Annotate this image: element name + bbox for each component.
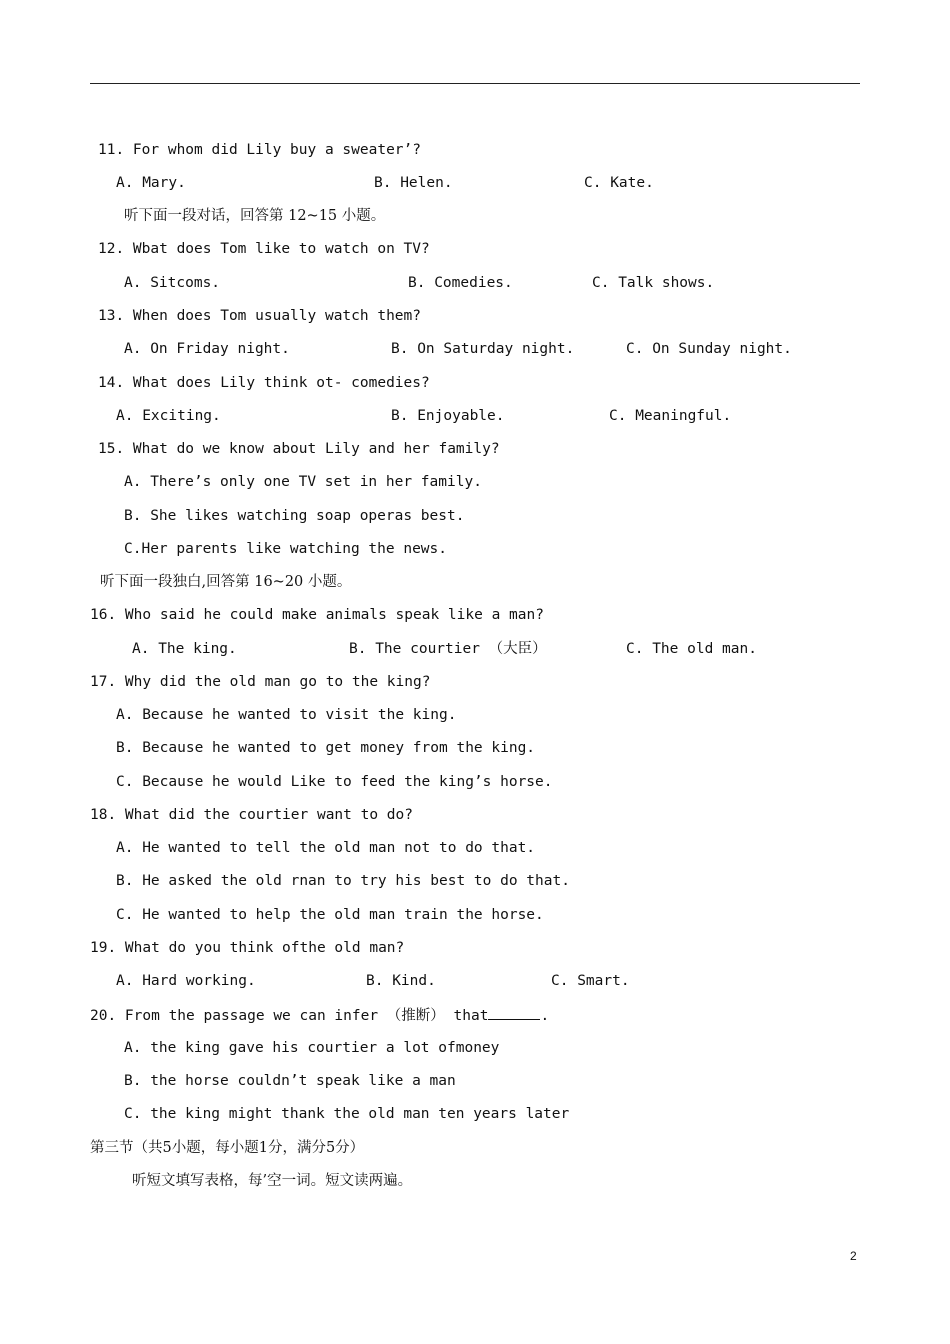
q12-option-a: A. Sitcoms. [124,275,221,291]
q19-option-a: A. Hard working. [116,973,256,989]
q20-option-c: C. the king might thank the old man ten years later [124,1106,570,1122]
question-14: 14. What does Lily think ot- comedies? [98,375,430,391]
q15-option-a: A. There’s only one TV set in her family. [124,474,482,490]
q17-option-c: C. Because he would Like to feed the king’s horse. [116,774,553,790]
q16-option-c: C. The old man. [626,641,757,657]
section-3-heading: 第三节（共5小题，每小题1分，满分5分） [90,1140,365,1156]
q14-option-b: B. Enjoyable. [391,408,505,424]
question-18: 18. What did the courtier want to do? [90,807,414,823]
q15-option-b: B. She likes watching soap operas best. [124,508,465,524]
question-12: 12. Wbat does Tom like to watch on TV? [98,241,430,257]
q11-option-b: B. Helen. [374,175,453,191]
q13-option-c: C. On Sunday night. [626,341,792,357]
q18-option-b: B. He asked the old rnan to try his best to do that. [116,873,570,889]
q20-period: . [540,1008,550,1024]
question-11: 11. For whom did Lily buy a sweater’? [98,142,422,158]
question-19: 19. What do you think ofthe old man? [90,940,405,956]
q16-option-a: A. The king. [132,641,237,657]
q13-option-b: B. On Saturday night. [391,341,575,357]
q12-option-b: B. Comedies. [408,275,513,291]
section-3-instruction: 听短文填写表格，每’空一词。短文读两遍。 [132,1173,413,1189]
q18-option-a: A. He wanted to tell the old man not to do that. [116,840,536,856]
q14-option-c: C. Meaningful. [609,408,732,424]
q20-text: 20. From the passage we can infer （推断） that [90,1008,489,1024]
q18-option-c: C. He wanted to help the old man train the horse. [116,907,544,923]
q17-option-a: A. Because he wanted to visit the king. [116,707,457,723]
question-13: 13. When does Tom usually watch them? [98,308,422,324]
answer-blank [488,1006,540,1020]
q16-option-b: B. The courtier （大臣） [349,641,547,657]
q17-option-b: B. Because he wanted to get money from the king. [116,740,536,756]
q15-option-c: C.Her parents like watching the news. [124,541,448,557]
q11-option-a: A. Mary. [116,175,186,191]
q20-option-b: B. the horse couldn’t speak like a man [124,1073,456,1089]
question-17: 17. Why did the old man go to the king? [90,674,431,690]
q19-option-c: C. Smart. [551,973,630,989]
instruction-12-15: 听下面一段对话，回答第 12~15 小题。 [124,208,386,224]
q13-option-a: A. On Friday night. [124,341,290,357]
question-16: 16. Who said he could make animals speak like a man? [90,607,544,623]
page-number: 2 [850,1249,857,1263]
instruction-16-20: 听下面一段独白,回答第 16~20 小题。 [100,574,352,590]
question-20 [90,1006,549,1025]
q12-option-c: C. Talk shows. [592,275,715,291]
question-15: 15. What do we know about Lily and her family? [98,441,500,457]
header-rule [90,83,860,84]
q11-option-c: C. Kate. [584,175,654,191]
q14-option-a: A. Exciting. [116,408,221,424]
q19-option-b: B. Kind. [366,973,436,989]
q20-option-a: A. the king gave his courtier a lot ofmoney [124,1040,500,1056]
